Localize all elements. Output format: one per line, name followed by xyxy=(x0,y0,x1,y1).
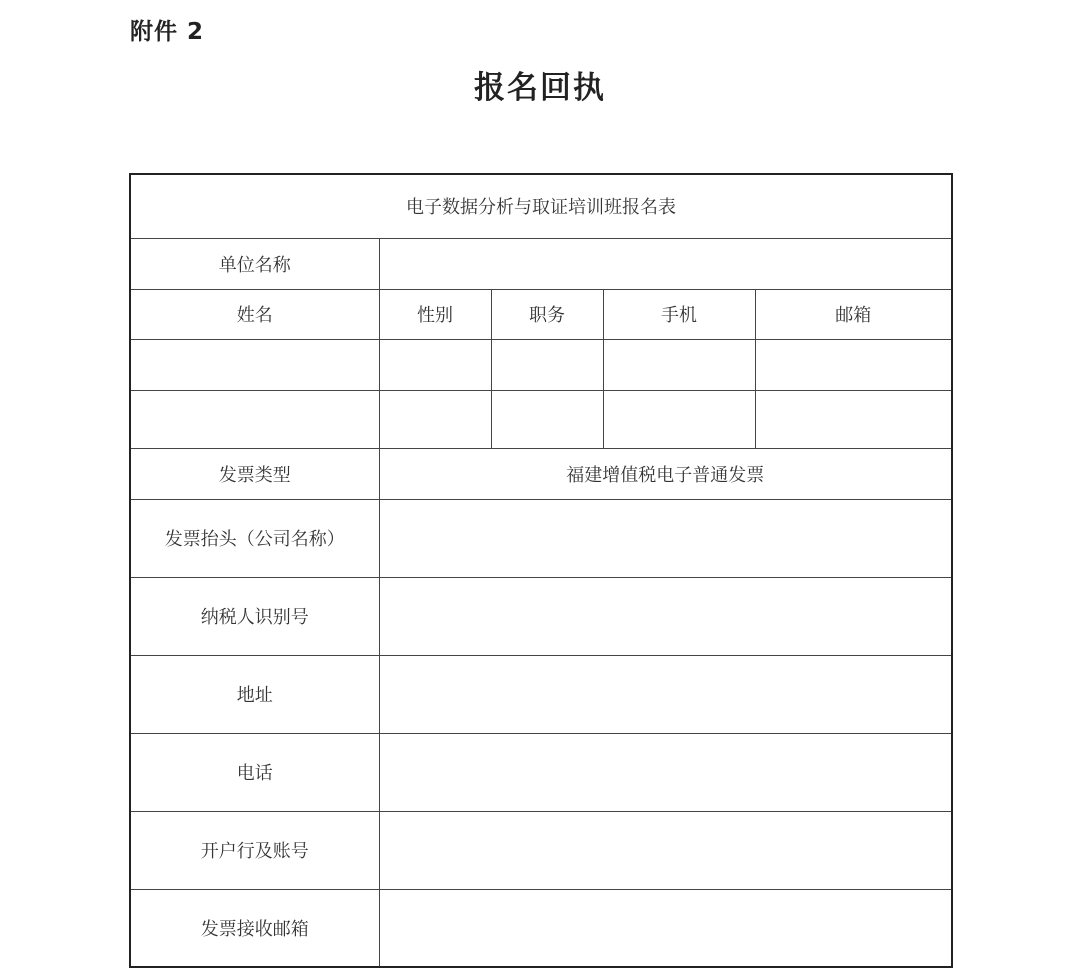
attendee-email-field[interactable] xyxy=(755,390,952,448)
attendee-position-field[interactable] xyxy=(491,390,603,448)
invoice-type-value: 福建增值税电子普通发票 xyxy=(379,448,952,499)
form-caption-row xyxy=(130,174,952,238)
attendee-mobile-field[interactable] xyxy=(603,339,755,390)
attachment-label: 附件 2 xyxy=(130,19,205,45)
invoice-type-label: 发票类型 xyxy=(130,448,379,499)
phone-row xyxy=(130,733,952,811)
unit-row xyxy=(130,238,952,289)
bank-row xyxy=(130,811,952,889)
attendee-header-row xyxy=(130,289,952,339)
attendee-email-field[interactable] xyxy=(755,339,952,390)
address-field[interactable] xyxy=(379,655,952,733)
address-row xyxy=(130,655,952,733)
attendee-name-field[interactable] xyxy=(130,390,379,448)
phone-field[interactable] xyxy=(379,733,952,811)
invoice-title-label: 发票抬头（公司名称） xyxy=(130,499,379,577)
unit-field[interactable] xyxy=(379,238,952,289)
tax-id-label: 纳税人识别号 xyxy=(130,577,379,655)
page-title: 报名回执 xyxy=(474,70,606,106)
table-row xyxy=(130,339,952,390)
attendee-name-field[interactable] xyxy=(130,339,379,390)
registration-form-table xyxy=(129,173,953,968)
column-header-gender: 性别 xyxy=(379,289,491,339)
attendee-position-field[interactable] xyxy=(491,339,603,390)
column-header-mobile: 手机 xyxy=(603,289,755,339)
attendee-mobile-field[interactable] xyxy=(603,390,755,448)
bank-label: 开户行及账号 xyxy=(130,811,379,889)
invoice-type-row xyxy=(130,448,952,499)
column-header-position: 职务 xyxy=(491,289,603,339)
invoice-email-label: 发票接收邮箱 xyxy=(130,889,379,967)
invoice-email-row xyxy=(130,889,952,967)
invoice-title-row xyxy=(130,499,952,577)
table-row xyxy=(130,390,952,448)
attendee-gender-field[interactable] xyxy=(379,339,491,390)
invoice-title-field[interactable] xyxy=(379,499,952,577)
address-label: 地址 xyxy=(130,655,379,733)
form-caption: 电子数据分析与取证培训班报名表 xyxy=(130,174,952,238)
bank-field[interactable] xyxy=(379,811,952,889)
phone-label: 电话 xyxy=(130,733,379,811)
tax-id-row xyxy=(130,577,952,655)
unit-label: 单位名称 xyxy=(130,238,379,289)
invoice-email-field[interactable] xyxy=(379,889,952,967)
attendee-gender-field[interactable] xyxy=(379,390,491,448)
column-header-email: 邮箱 xyxy=(755,289,952,339)
tax-id-field[interactable] xyxy=(379,577,952,655)
column-header-name: 姓名 xyxy=(130,289,379,339)
